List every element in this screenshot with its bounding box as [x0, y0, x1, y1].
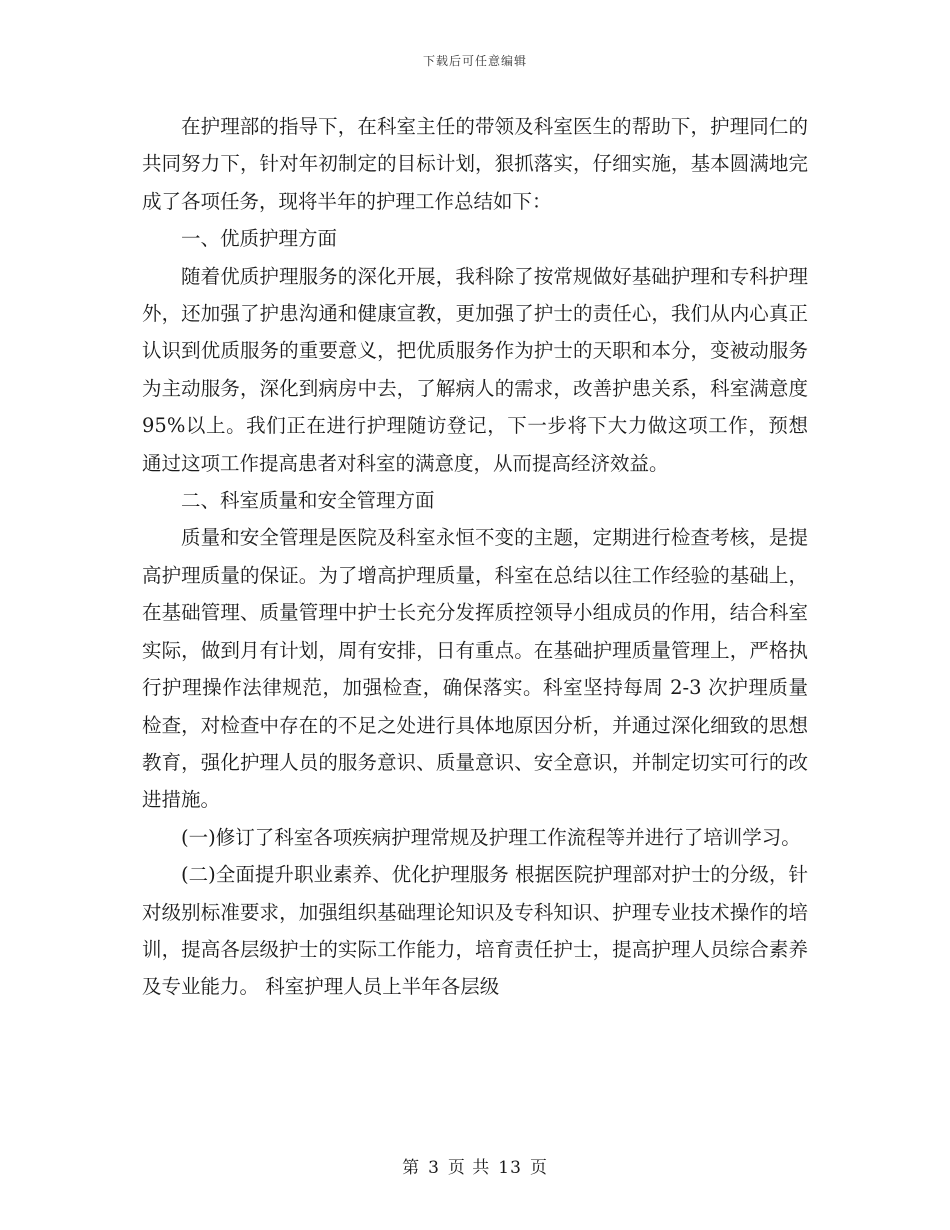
- section-heading-1: 一、优质护理方面: [181, 227, 338, 251]
- section-heading-2: 二、科室质量和安全管理方面: [181, 489, 435, 513]
- page-total: 13: [498, 1158, 522, 1178]
- page-current: 3: [428, 1158, 440, 1178]
- header-note: 下载后可任意编辑: [422, 54, 527, 68]
- paragraph-item-2: (二)全面提升职业素养、优化护理服务 根据医院护理部对护士的分级，针对级别标准要求，加强组织基础理论知识及专科知识、护理专业技术操作的培训，提高各层级护士的实际工作能力，培育责任护士，提高护理人员综合素养及专业能力。 科室护理人员上半年各层级: [142, 863, 808, 999]
- page-middle: 页 共: [447, 1158, 491, 1178]
- paragraph-item-1: (一)修订了科室各项疾病护理常规及护理工作流程等并进行了培训学习。: [181, 825, 801, 849]
- page-suffix: 页: [529, 1158, 548, 1178]
- paragraph-safety-management: 质量和安全管理是医院及科室永恒不变的主题，定期进行检查考核，是提高护理质量的保证。为了增高护理质量，科室在总结以往工作经验的基础上，在基础管理、质量管理中护士长充分发挥质控领导小组成员的作用，结合科室实际，做到月有计划，周有安排，日有重点。在基础护理质量管理上，严格执行护理操作法律规范，加强检查，确保落实。科室坚持每周 2-3 次护理质量检查，对检查中存在的不足之处进行具体地原因分析，并通过深化细致的思想教育，强化护理人员的服务意识、质量意识、安全意识，并制定切实可行的改进措施。: [142, 526, 808, 812]
- paragraph-quality-care: 随着优质护理服务的深化开展，我科除了按常规做好基础护理和专科护理外，还加强了护患沟通和健康宣教，更加强了护士的责任心，我们从内心真正认识到优质服务的重要意义，把优质服务作为护士的天职和本分，变被动服务为主动服务，深化到病房中去，了解病人的需求，改善护患关系，科室满意度 95%以上。我们正在进行护理随访登记，下一步将下大力做这项工作，预想通过这项工作提高患者对科室的满意度，从而提高经济效益。: [142, 264, 808, 475]
- page-prefix: 第: [402, 1158, 421, 1178]
- page-number: [0, 1153, 950, 1178]
- paragraph-intro: 在护理部的指导下，在科室主任的带领及科室医生的帮助下，护理同仁的共同努力下，针对年初制定的目标计划，狠抓落实，仔细实施，基本圆满地完成了各项任务，现将半年的护理工作总结如下：: [142, 115, 808, 213]
- document-body: [142, 108, 808, 1006]
